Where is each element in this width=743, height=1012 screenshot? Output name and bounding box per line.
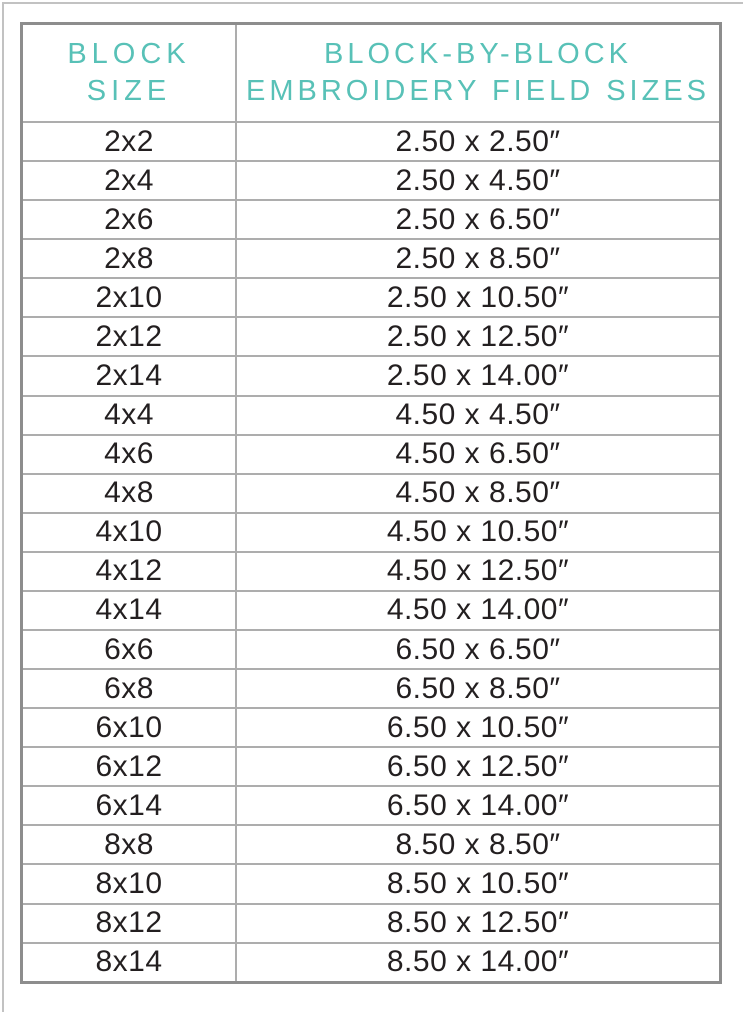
header-block-size-line2: SIZE [86, 75, 172, 107]
block-size-cell: 2x2 [22, 122, 237, 161]
field-size-cell: 2.50 x 10.50″ [236, 278, 721, 317]
table-row [22, 747, 721, 786]
field-size-cell: 2.50 x 8.50″ [236, 239, 721, 278]
table-row [22, 474, 721, 513]
block-size-cell: 2x8 [22, 239, 237, 278]
field-size-cell: 6.50 x 12.50″ [236, 747, 721, 786]
table-row [22, 591, 721, 630]
table-row [22, 122, 721, 161]
header-field-sizes-line2: EMBROIDERY FIELD SIZES [245, 75, 711, 107]
field-size-cell: 2.50 x 6.50″ [236, 200, 721, 239]
block-size-cell: 2x10 [22, 278, 237, 317]
block-size-cell: 2x14 [22, 356, 237, 395]
header-block-size [22, 24, 237, 123]
block-size-cell: 2x4 [22, 161, 237, 200]
block-size-cell: 8x8 [22, 825, 237, 864]
table-row [22, 278, 721, 317]
field-size-cell: 4.50 x 6.50″ [236, 435, 721, 474]
table-header [22, 24, 721, 123]
table-row [22, 396, 721, 435]
field-size-cell: 2.50 x 4.50″ [236, 161, 721, 200]
table-body [22, 122, 721, 983]
header-field-sizes-line1: BLOCK-BY-BLOCK [324, 38, 632, 70]
field-size-cell: 6.50 x 10.50″ [236, 708, 721, 747]
field-size-cell: 4.50 x 12.50″ [236, 552, 721, 591]
block-size-cell: 8x12 [22, 904, 237, 943]
table-row [22, 513, 721, 552]
table-row [22, 435, 721, 474]
table-row [22, 708, 721, 747]
field-size-cell: 8.50 x 12.50″ [236, 904, 721, 943]
header-field-sizes [236, 24, 721, 123]
table-row [22, 356, 721, 395]
field-size-cell: 8.50 x 14.00″ [236, 943, 721, 983]
block-size-cell: 4x4 [22, 396, 237, 435]
field-size-cell: 8.50 x 10.50″ [236, 864, 721, 903]
field-size-cell: 4.50 x 14.00″ [236, 591, 721, 630]
table-row [22, 864, 721, 903]
block-size-cell: 6x12 [22, 747, 237, 786]
page-edge-top-line [3, 2, 743, 4]
field-size-cell: 4.50 x 8.50″ [236, 474, 721, 513]
table-row [22, 825, 721, 864]
field-size-cell: 6.50 x 6.50″ [236, 630, 721, 669]
block-size-cell: 4x12 [22, 552, 237, 591]
table-row [22, 200, 721, 239]
table-row [22, 904, 721, 943]
block-size-cell: 8x14 [22, 943, 237, 983]
block-size-cell: 4x10 [22, 513, 237, 552]
block-size-cell: 4x8 [22, 474, 237, 513]
field-size-cell: 6.50 x 14.00″ [236, 786, 721, 825]
block-size-cell: 2x12 [22, 317, 237, 356]
table-row [22, 552, 721, 591]
table-row [22, 786, 721, 825]
field-size-cell: 6.50 x 8.50″ [236, 669, 721, 708]
field-size-cell: 2.50 x 2.50″ [236, 122, 721, 161]
block-size-cell: 4x14 [22, 591, 237, 630]
header-block-size-line1: BLOCK [67, 38, 191, 70]
table-row [22, 669, 721, 708]
embroidery-field-size-table [20, 22, 722, 984]
block-size-cell: 2x6 [22, 200, 237, 239]
field-size-cell: 4.50 x 10.50″ [236, 513, 721, 552]
field-size-cell: 4.50 x 4.50″ [236, 396, 721, 435]
block-size-cell: 6x14 [22, 786, 237, 825]
block-size-cell: 6x10 [22, 708, 237, 747]
block-size-cell: 8x10 [22, 864, 237, 903]
page-edge-left-line [2, 2, 4, 1012]
block-size-cell: 6x8 [22, 669, 237, 708]
table-row [22, 239, 721, 278]
field-size-cell: 2.50 x 14.00″ [236, 356, 721, 395]
table-row [22, 630, 721, 669]
field-size-cell: 2.50 x 12.50″ [236, 317, 721, 356]
table-row [22, 161, 721, 200]
table-row [22, 317, 721, 356]
block-size-cell: 4x6 [22, 435, 237, 474]
header-row [22, 24, 721, 123]
field-size-cell: 8.50 x 8.50″ [236, 825, 721, 864]
table-row [22, 943, 721, 983]
block-size-cell: 6x6 [22, 630, 237, 669]
